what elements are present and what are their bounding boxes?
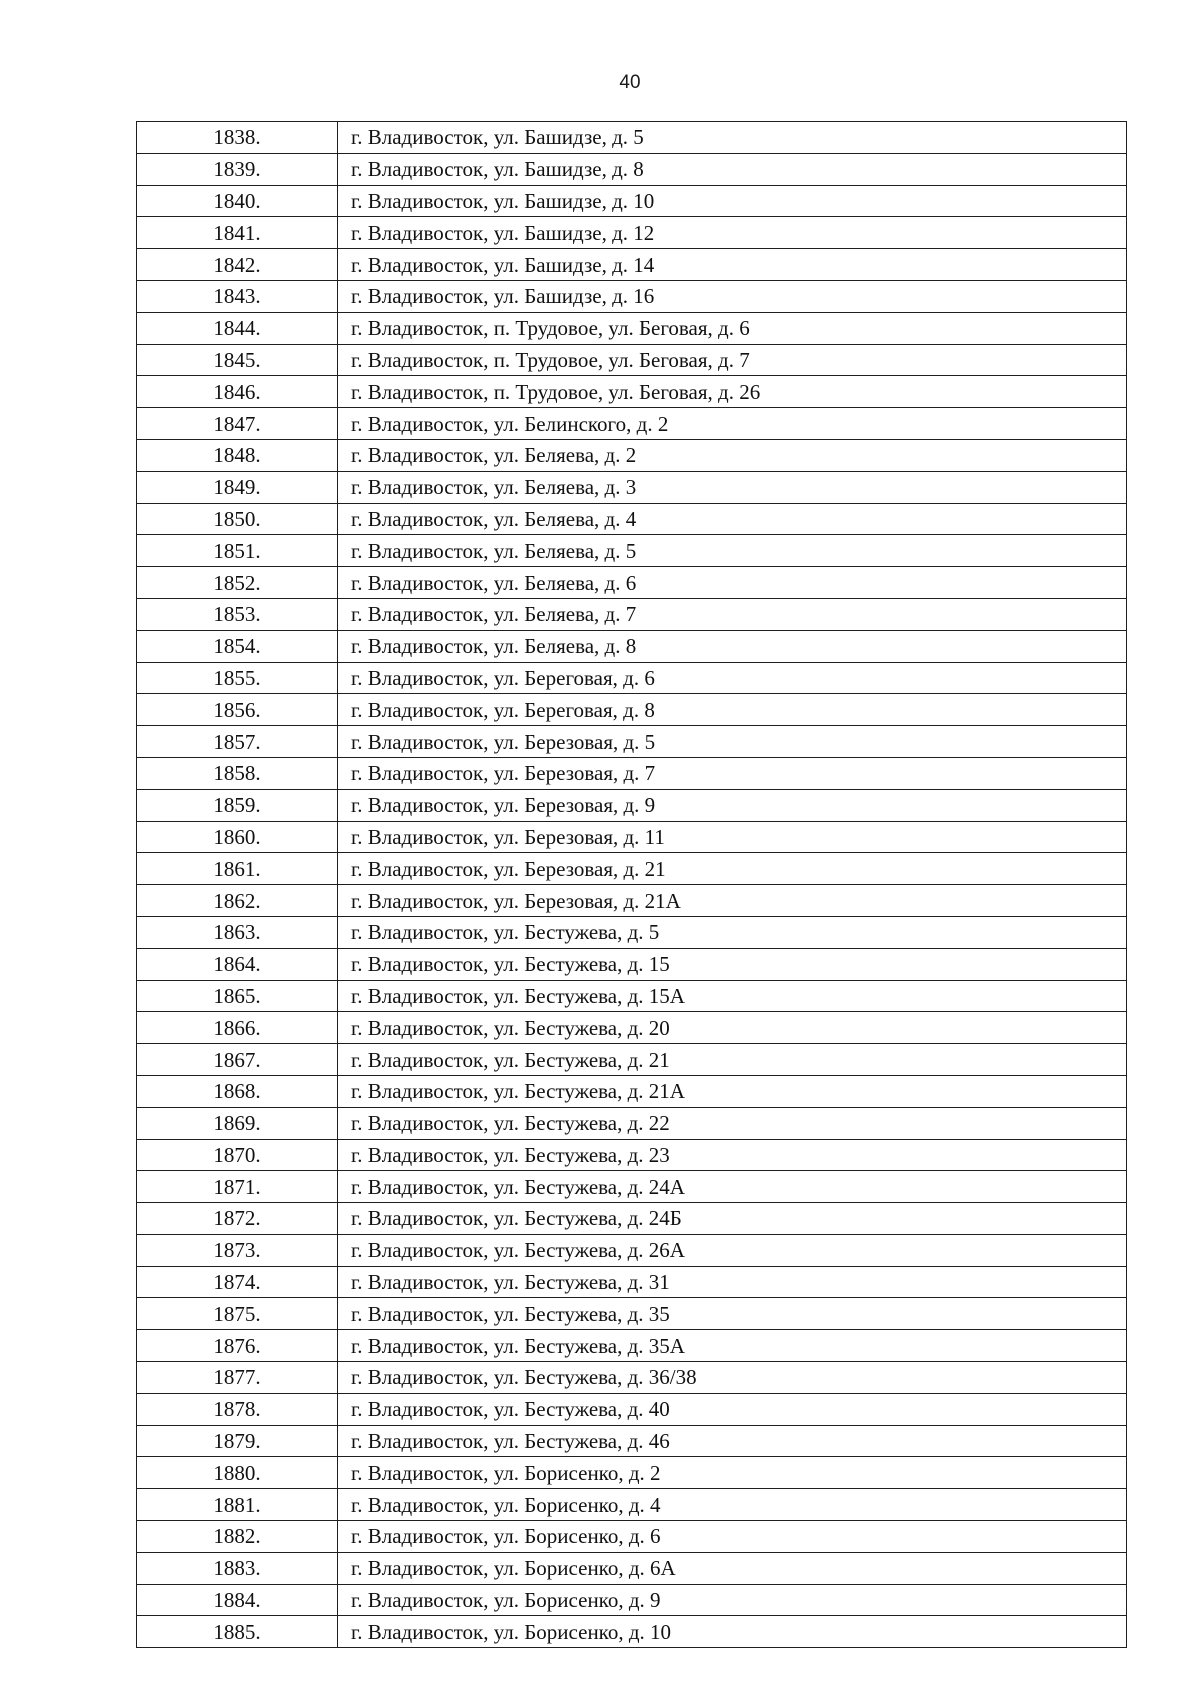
row-number-cell: 1841. <box>137 217 338 249</box>
row-number-cell: 1839. <box>137 153 338 185</box>
table-row <box>137 1012 1127 1044</box>
table-row <box>137 1362 1127 1394</box>
table-row <box>137 1393 1127 1425</box>
row-number-cell: 1854. <box>137 630 338 662</box>
row-number-cell: 1867. <box>137 1044 338 1076</box>
table-row <box>137 885 1127 917</box>
table-row <box>137 1075 1127 1107</box>
table-row <box>137 249 1127 281</box>
row-number-cell: 1847. <box>137 408 338 440</box>
row-address-cell: г. Владивосток, ул. Береговая, д. 6 <box>338 662 1127 694</box>
row-address-cell: г. Владивосток, ул. Бестужева, д. 46 <box>338 1425 1127 1457</box>
row-number-cell: 1855. <box>137 662 338 694</box>
row-address-cell: г. Владивосток, ул. Башидзе, д. 5 <box>338 122 1127 154</box>
table-row <box>137 1584 1127 1616</box>
row-address-cell: г. Владивосток, ул. Борисенко, д. 6А <box>338 1552 1127 1584</box>
row-address-cell: г. Владивосток, ул. Бестужева, д. 24А <box>338 1171 1127 1203</box>
table-row <box>137 408 1127 440</box>
row-address-cell: г. Владивосток, ул. Башидзе, д. 14 <box>338 249 1127 281</box>
row-address-cell: г. Владивосток, ул. Бестужева, д. 36/38 <box>338 1362 1127 1394</box>
row-address-cell: г. Владивосток, ул. Беляева, д. 3 <box>338 471 1127 503</box>
table-row <box>137 376 1127 408</box>
row-number-cell: 1850. <box>137 503 338 535</box>
row-number-cell: 1860. <box>137 821 338 853</box>
row-address-cell: г. Владивосток, ул. Береговая, д. 8 <box>338 694 1127 726</box>
row-address-cell: г. Владивосток, ул. Бестужева, д. 21А <box>338 1075 1127 1107</box>
row-address-cell: г. Владивосток, ул. Беляева, д. 6 <box>338 567 1127 599</box>
row-address-cell: г. Владивосток, ул. Бестужева, д. 35 <box>338 1298 1127 1330</box>
row-address-cell: г. Владивосток, ул. Беляева, д. 8 <box>338 630 1127 662</box>
row-number-cell: 1853. <box>137 598 338 630</box>
row-address-cell: г. Владивосток, ул. Бестужева, д. 31 <box>338 1266 1127 1298</box>
row-number-cell: 1857. <box>137 726 338 758</box>
table-row <box>137 567 1127 599</box>
row-number-cell: 1875. <box>137 1298 338 1330</box>
table-row <box>137 630 1127 662</box>
row-address-cell: г. Владивосток, ул. Борисенко, д. 9 <box>338 1584 1127 1616</box>
row-number-cell: 1884. <box>137 1584 338 1616</box>
row-address-cell: г. Владивосток, ул. Бестужева, д. 5 <box>338 916 1127 948</box>
table-row <box>137 1203 1127 1235</box>
row-address-cell: г. Владивосток, ул. Березовая, д. 11 <box>338 821 1127 853</box>
row-address-cell: г. Владивосток, ул. Беляева, д. 5 <box>338 535 1127 567</box>
row-address-cell: г. Владивосток, ул. Белинского, д. 2 <box>338 408 1127 440</box>
table-row <box>137 694 1127 726</box>
row-number-cell: 1880. <box>137 1457 338 1489</box>
row-address-cell: г. Владивосток, ул. Бестужева, д. 23 <box>338 1139 1127 1171</box>
row-address-cell: г. Владивосток, ул. Башидзе, д. 8 <box>338 153 1127 185</box>
table-row <box>137 185 1127 217</box>
row-number-cell: 1844. <box>137 312 338 344</box>
row-address-cell: г. Владивосток, п. Трудовое, ул. Беговая, д. 26 <box>338 376 1127 408</box>
row-number-cell: 1878. <box>137 1393 338 1425</box>
row-number-cell: 1838. <box>137 122 338 154</box>
page-number: 40 <box>619 72 641 93</box>
row-number-cell: 1846. <box>137 376 338 408</box>
table-row <box>137 503 1127 535</box>
row-address-cell: г. Владивосток, ул. Бестужева, д. 15А <box>338 980 1127 1012</box>
row-address-cell: г. Владивосток, ул. Борисенко, д. 6 <box>338 1521 1127 1553</box>
table-row <box>137 916 1127 948</box>
table-row <box>137 439 1127 471</box>
row-number-cell: 1856. <box>137 694 338 726</box>
table-row <box>137 1107 1127 1139</box>
table-row <box>137 471 1127 503</box>
row-number-cell: 1858. <box>137 757 338 789</box>
row-number-cell: 1871. <box>137 1171 338 1203</box>
table-row <box>137 598 1127 630</box>
table-row <box>137 1266 1127 1298</box>
row-address-cell: г. Владивосток, ул. Борисенко, д. 4 <box>338 1489 1127 1521</box>
row-number-cell: 1842. <box>137 249 338 281</box>
row-number-cell: 1859. <box>137 789 338 821</box>
row-number-cell: 1881. <box>137 1489 338 1521</box>
row-address-cell: г. Владивосток, ул. Березовая, д. 9 <box>338 789 1127 821</box>
table-row <box>137 980 1127 1012</box>
row-number-cell: 1877. <box>137 1362 338 1394</box>
row-number-cell: 1879. <box>137 1425 338 1457</box>
row-number-cell: 1840. <box>137 185 338 217</box>
row-address-cell: г. Владивосток, ул. Бестужева, д. 35А <box>338 1330 1127 1362</box>
row-number-cell: 1869. <box>137 1107 338 1139</box>
row-number-cell: 1865. <box>137 980 338 1012</box>
table-row <box>137 1552 1127 1584</box>
row-address-cell: г. Владивосток, п. Трудовое, ул. Беговая, д. 6 <box>338 312 1127 344</box>
row-number-cell: 1862. <box>137 885 338 917</box>
table-row <box>137 1616 1127 1648</box>
row-number-cell: 1885. <box>137 1616 338 1648</box>
row-number-cell: 1852. <box>137 567 338 599</box>
row-address-cell: г. Владивосток, ул. Башидзе, д. 12 <box>338 217 1127 249</box>
table-row <box>137 153 1127 185</box>
table-row <box>137 1425 1127 1457</box>
row-number-cell: 1876. <box>137 1330 338 1362</box>
row-address-cell: г. Владивосток, ул. Беляева, д. 7 <box>338 598 1127 630</box>
row-number-cell: 1861. <box>137 853 338 885</box>
table-row <box>137 853 1127 885</box>
row-address-cell: г. Владивосток, ул. Березовая, д. 7 <box>338 757 1127 789</box>
table-row <box>137 1139 1127 1171</box>
table-row <box>137 217 1127 249</box>
table-row <box>137 344 1127 376</box>
table-row <box>137 122 1127 154</box>
row-address-cell: г. Владивосток, ул. Бестужева, д. 24Б <box>338 1203 1127 1235</box>
table-row <box>137 535 1127 567</box>
table-row <box>137 1521 1127 1553</box>
table-row <box>137 821 1127 853</box>
row-address-cell: г. Владивосток, ул. Беляева, д. 2 <box>338 439 1127 471</box>
table-row <box>137 757 1127 789</box>
row-number-cell: 1851. <box>137 535 338 567</box>
row-address-cell: г. Владивосток, ул. Борисенко, д. 2 <box>338 1457 1127 1489</box>
table-row <box>137 280 1127 312</box>
row-address-cell: г. Владивосток, ул. Бестужева, д. 22 <box>338 1107 1127 1139</box>
row-address-cell: г. Владивосток, ул. Борисенко, д. 10 <box>338 1616 1127 1648</box>
row-address-cell: г. Владивосток, ул. Бестужева, д. 21 <box>338 1044 1127 1076</box>
row-number-cell: 1872. <box>137 1203 338 1235</box>
row-number-cell: 1874. <box>137 1266 338 1298</box>
row-number-cell: 1843. <box>137 280 338 312</box>
row-address-cell: г. Владивосток, ул. Березовая, д. 5 <box>338 726 1127 758</box>
address-table <box>136 121 1127 1648</box>
row-address-cell: г. Владивосток, ул. Бестужева, д. 26А <box>338 1234 1127 1266</box>
row-address-cell: г. Владивосток, п. Трудовое, ул. Беговая, д. 7 <box>338 344 1127 376</box>
row-number-cell: 1864. <box>137 948 338 980</box>
row-address-cell: г. Владивосток, ул. Березовая, д. 21А <box>338 885 1127 917</box>
table-row <box>137 1171 1127 1203</box>
row-number-cell: 1882. <box>137 1521 338 1553</box>
row-number-cell: 1845. <box>137 344 338 376</box>
table-row <box>137 1489 1127 1521</box>
table-row <box>137 1330 1127 1362</box>
table-row <box>137 1044 1127 1076</box>
row-number-cell: 1849. <box>137 471 338 503</box>
row-address-cell: г. Владивосток, ул. Бестужева, д. 15 <box>338 948 1127 980</box>
row-address-cell: г. Владивосток, ул. Башидзе, д. 10 <box>338 185 1127 217</box>
row-number-cell: 1868. <box>137 1075 338 1107</box>
row-address-cell: г. Владивосток, ул. Березовая, д. 21 <box>338 853 1127 885</box>
row-address-cell: г. Владивосток, ул. Беляева, д. 4 <box>338 503 1127 535</box>
address-table-body <box>137 122 1127 1648</box>
table-row <box>137 312 1127 344</box>
row-address-cell: г. Владивосток, ул. Бестужева, д. 20 <box>338 1012 1127 1044</box>
row-number-cell: 1848. <box>137 439 338 471</box>
row-number-cell: 1863. <box>137 916 338 948</box>
table-row <box>137 948 1127 980</box>
row-number-cell: 1866. <box>137 1012 338 1044</box>
row-number-cell: 1870. <box>137 1139 338 1171</box>
row-number-cell: 1883. <box>137 1552 338 1584</box>
table-row <box>137 726 1127 758</box>
row-number-cell: 1873. <box>137 1234 338 1266</box>
row-address-cell: г. Владивосток, ул. Башидзе, д. 16 <box>338 280 1127 312</box>
table-row <box>137 662 1127 694</box>
table-row <box>137 1457 1127 1489</box>
table-row <box>137 789 1127 821</box>
row-address-cell: г. Владивосток, ул. Бестужева, д. 40 <box>338 1393 1127 1425</box>
table-row <box>137 1234 1127 1266</box>
table-row <box>137 1298 1127 1330</box>
